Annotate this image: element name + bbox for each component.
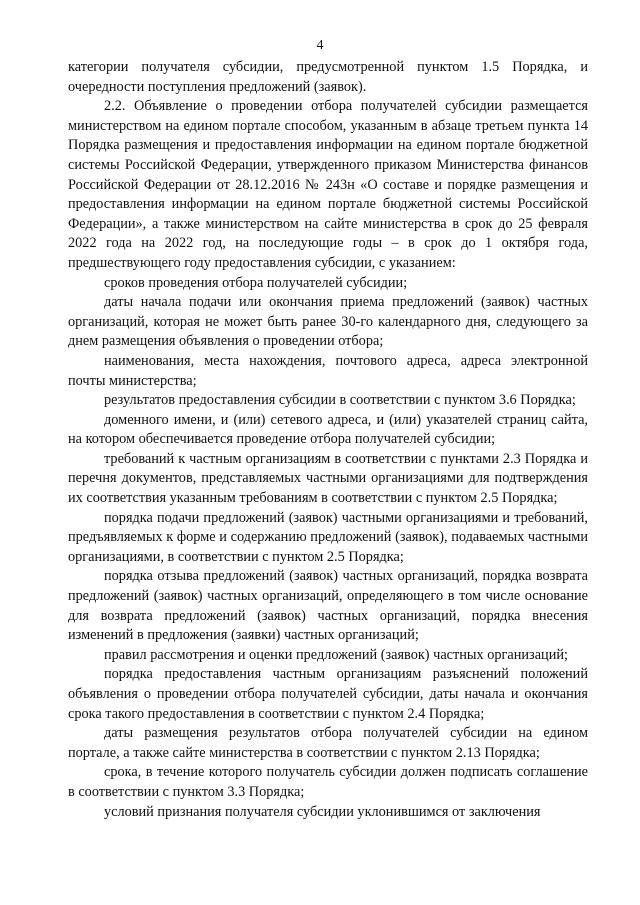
list-item-submission-dates: даты начала подачи или окончания приема предложений (заявок) частных организаций, которая не может быть ранее 30-го календарного дня, следующего за днем размещения объявления о проведении отбора; (68, 294, 588, 350)
list-item-agreement-deadline: срока, в течение которого получатель субсидии должен подписать соглашение в соответствии с пунктом 3.3 Порядка; (68, 764, 588, 800)
document-body (68, 58, 588, 822)
list-item-clarification-procedure: порядка предоставления частным организациям разъяснений положений объявления о проведении отбора получателей субсидии, даты начала и окончания срока такого предоставления в соответствии с пунктом 2.4 Порядка; (68, 666, 588, 722)
list-item-domain-name: доменного имени, и (или) сетевого адреса, и (или) указателей страниц сайта, на котором обеспечивается проведение отбора получателей субсидии; (68, 411, 588, 448)
list-item-submission-procedure: порядка подачи предложений (заявок) частными организациями и требований, предъявляемых к форме и содержанию предложений (заявок), подаваемых частными организациями, в соответствии с пунктом 2.5 Порядка; (68, 509, 588, 565)
list-item-ministry-address: наименования, места нахождения, почтового адреса, адреса электронной почты министерства; (68, 352, 588, 389)
list-item-subsidy-results: результатов предоставления субсидии в соответствии с пунктом 3.6 Порядка; (104, 392, 576, 409)
list-item-evaluation-rules: правил рассмотрения и оценки предложений (заявок) частных организаций; (104, 646, 568, 663)
list-item-results-publication: даты размещения результатов отбора получателей субсидии на едином портале, а также сайте министерства в соответствии с пунктом 2.13 Порядка; (68, 725, 588, 761)
paragraph-criteria-continuation: категории получателя субсидии, предусмотренной пунктом 1.5 Порядка, и очередности поступления предложений (заявок). (68, 59, 588, 95)
paragraph-2-2-announcement: 2.2. Объявление о проведении отбора получателей субсидии размещается министерством на едином портале способом, указанным в абзаце третьем пункта 14 Порядка размещения и предоставления информации на едином портале бюджетной системы Российской Федерации, утвержденного приказом Министерства финансов Российской Федерации от 28.12.2016 № 243н «О составе и порядке размещения и предоставления информации на едином портале бюджетной системы Российской Федерации», а также министерством на сайте министерства в срок до 25 февраля 2022 года на 2022 год, на последующие годы – в срок до 1 октября года, предшествующего году предоставления субсидии, с указанием: (68, 98, 588, 271)
list-item-organization-requirements: требований к частным организациям в соответствии с пунктами 2.3 Порядка и перечня документов, представляемых частными организациями для подтверждения их соответствия указанным требованиям в соответствии с пунктом 2.5 Порядка; (68, 450, 588, 507)
list-item-withdrawal-procedure: порядка отзыва предложений (заявок) частных организаций, порядка возврата предложений (заявок) частных организаций, определяющего в том числе основание для возврата предложений (заявок) частных организаций, порядка внесения изменений в предложения (заявки) частных организаций; (68, 568, 588, 644)
list-item-selection-dates: сроков проведения отбора получателей субсидии; (104, 274, 408, 291)
list-item-evasion-conditions: условий признания получателя субсидии уклонившимся от заключения (104, 803, 541, 820)
page-number: 4 (316, 38, 324, 53)
